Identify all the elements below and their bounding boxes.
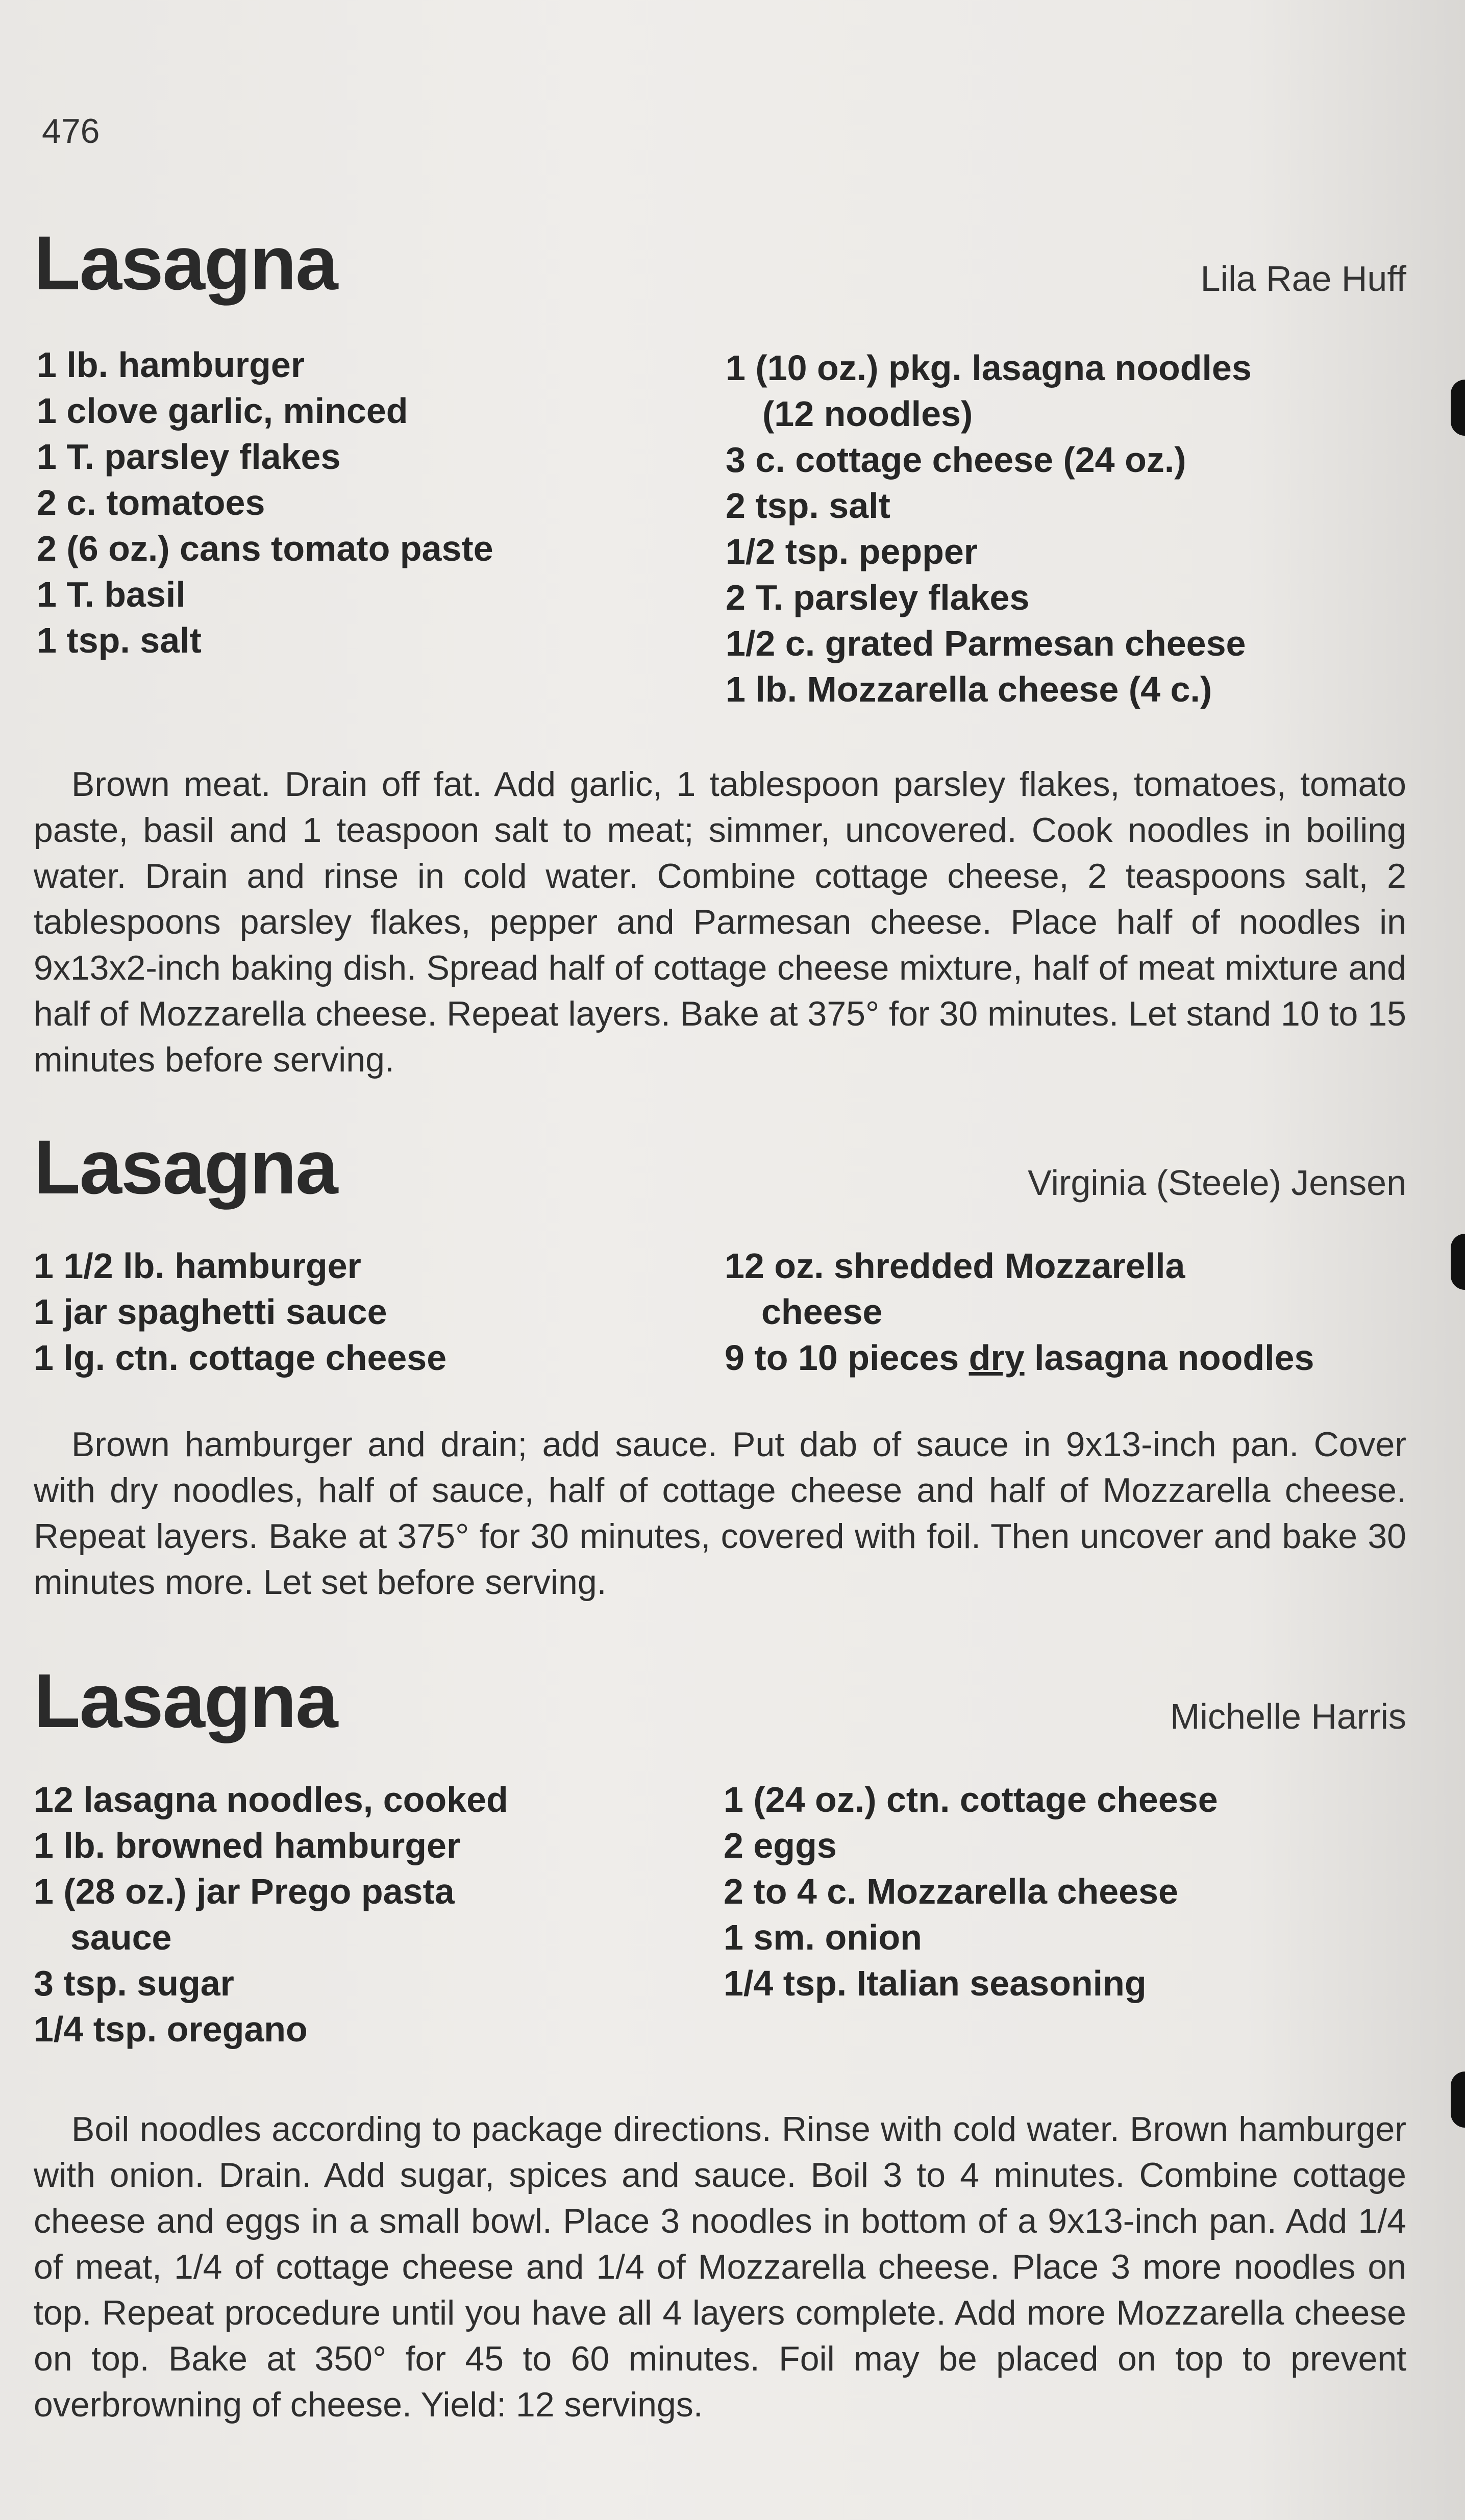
ingredient: 1 (24 oz.) ctn. cottage cheese — [724, 1780, 1218, 1819]
ingredients-right-column — [725, 1243, 1314, 1381]
ingredient: 12 lasagna noodles, cooked — [34, 1780, 508, 1819]
ingredient: 1 T. basil — [37, 575, 186, 614]
ingredient: 1/2 tsp. pepper — [726, 532, 978, 571]
recipe-author: Michelle Harris — [1170, 1696, 1406, 1736]
recipe-directions: Boil noodles according to package directions. Rinse with cold water. Brown hamburger with onion. Drain. Add sugar, spices and sauce. Boil 3 to 4 minutes. Combine cottage cheese and eggs in a small bowl. Place 3 noodles in bottom of a 9x13-inch pan. Add 1/4 of meat, 1/4 of cottage cheese and 1/4 of Mozzarella cheese. Place 3 more noodles on top. Repeat procedure until you have all 4 layers complete. Add more Mozzarella cheese on top. Bake at 350° for 45 to 60 minutes. Foil may be placed on top to prevent overbrowning of cheese. Yield: 12 servings. — [34, 2110, 1406, 2424]
page-number: 476 — [42, 112, 100, 151]
ingredients-left-column — [37, 342, 493, 663]
ingredient: 3 c. cottage cheese (24 oz.) — [726, 440, 1186, 480]
ingredient: 1 lb. hamburger — [37, 345, 305, 385]
ingredient: 1 lb. Mozzarella cheese (4 c.) — [726, 669, 1212, 709]
recipe-directions: Brown hamburger and drain; add sauce. Put dab of sauce in 9x13-inch pan. Cover with dry noodles, half of sauce, half of cottage cheese and half of Mozzarella cheese. Repeat layers. Bake at 375° for 30 minutes, covered with foil. Then uncover and bake 30 minutes more. Let set before serving. — [34, 1425, 1406, 1602]
ingredient: 1 sm. onion — [724, 1917, 922, 1957]
binding-hole-mark — [1451, 1234, 1465, 1290]
ingredient: 1/2 c. grated Parmesan cheese — [726, 623, 1246, 663]
ingredient-text: lasagna noodles — [1024, 1338, 1314, 1378]
recipe-title: Lasagna — [34, 1124, 337, 1210]
ingredient: 1 clove garlic, minced — [37, 391, 408, 431]
ingredient: 1 lb. browned hamburger — [34, 1826, 461, 1865]
ingredient: 1 (28 oz.) jar Prego pasta — [34, 1872, 455, 1911]
ingredient: 2 T. parsley flakes — [726, 578, 1030, 617]
ingredient: 2 eggs — [724, 1826, 837, 1865]
ingredient: cheese — [761, 1292, 883, 1332]
ingredient: 1 lg. ctn. cottage cheese — [34, 1338, 447, 1378]
ingredient: 2 to 4 c. Mozzarella cheese — [724, 1872, 1178, 1911]
ingredient: 1 (10 oz.) pkg. lasagna noodles — [726, 348, 1252, 388]
ingredient — [725, 1335, 1314, 1381]
recipe-directions: Brown meat. Drain off fat. Add garlic, 1 tablespoon parsley flakes, tomatoes, tomato paste, basil and 1 teaspoon salt to meat; simmer, uncovered. Cook noodles in boiling water. Drain and rinse in cold water. Combine cottage cheese, 2 teaspoons salt, 2 tablespoons parsley flakes, pepper and Parmesan cheese. Place half of noodles in 9x13x2-inch baking dish. Spread half of cottage cheese mixture, half of meat mixture and half of Mozzarella cheese. Repeat layers. Bake at 375° for 30 minutes. Let stand 10 to 15 minutes before serving. — [34, 765, 1406, 1079]
ingredient: 2 tsp. salt — [726, 486, 890, 526]
ingredients-right-column — [726, 345, 1252, 712]
ingredient: 2 (6 oz.) cans tomato paste — [37, 529, 493, 568]
ingredient-text: 9 to 10 pieces — [725, 1338, 969, 1378]
underlined-word: dry — [969, 1338, 1025, 1378]
ingredients-left-column — [34, 1777, 508, 2052]
recipe-author: Lila Rae Huff — [1200, 259, 1406, 298]
ingredient: 3 tsp. sugar — [34, 1963, 234, 2003]
ingredient: 12 oz. shredded Mozzarella — [725, 1246, 1185, 1286]
recipe-author: Virginia (Steele) Jensen — [1028, 1163, 1406, 1203]
ingredient: 1 1/2 lb. hamburger — [34, 1246, 361, 1286]
ingredient: sauce — [70, 1917, 172, 1957]
ingredient: 1 T. parsley flakes — [37, 437, 341, 477]
binding-hole-mark — [1451, 2072, 1465, 2128]
recipe-title: Lasagna — [34, 220, 337, 306]
ingredient: 1 jar spaghetti sauce — [34, 1292, 387, 1332]
ingredient: 1/4 tsp. Italian seasoning — [724, 1963, 1147, 2003]
ingredient: (12 noodles) — [762, 394, 973, 434]
ingredient: 2 c. tomatoes — [37, 483, 265, 522]
ingredient: 1/4 tsp. oregano — [34, 2009, 308, 2049]
ingredients-left-column — [34, 1243, 446, 1381]
recipe-title: Lasagna — [34, 1658, 337, 1743]
binding-hole-mark — [1451, 380, 1465, 436]
ingredient: 1 tsp. salt — [37, 620, 202, 660]
ingredients-right-column — [724, 1777, 1218, 2006]
